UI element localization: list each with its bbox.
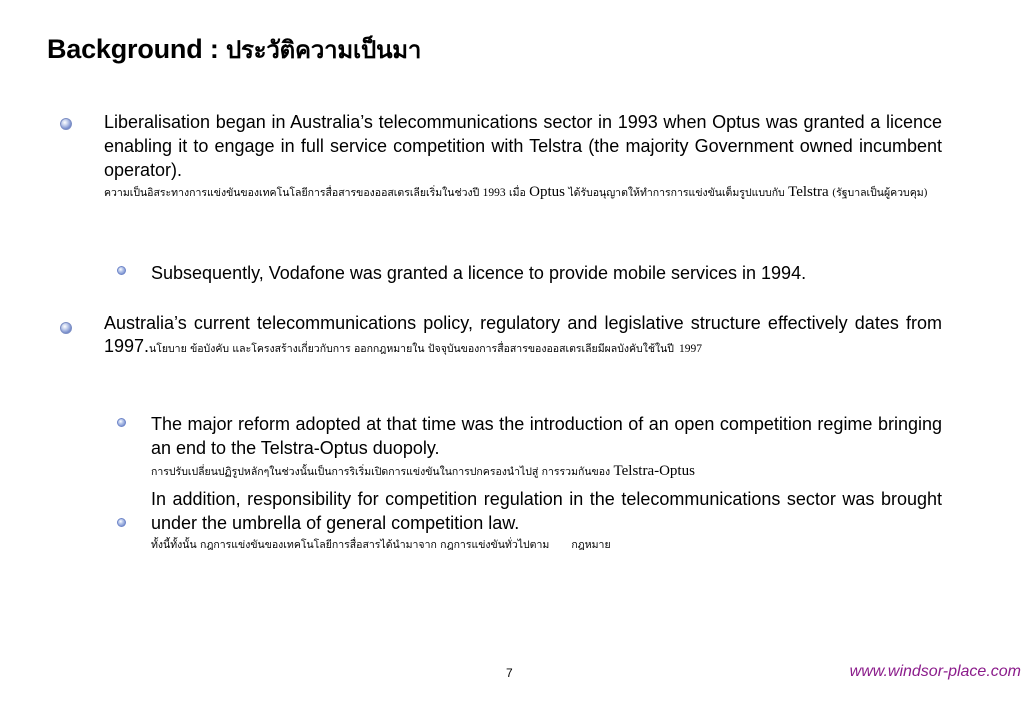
paragraph-liberalisation: [104, 110, 942, 203]
sub-bullet-icon: [117, 266, 126, 275]
paragraph-en: The major reform adopted at that time was the introduction of an open competition regime bringing an end to the Telstra-Optus duopoly.: [151, 414, 942, 458]
paragraph-th: ความเป็นอิสระทางการแข่งขันของเทคโนโลยีการสื่อสารของออสเตรเลียเริ่มในช่วงปี 1993 เมื่อ Optus ได้รับอนุญาตให้ทำการการแข่งขันเต็มรูปแบบกับ Telstra (รัฐบาลเป็นผู้ควบคุม): [104, 184, 928, 200]
paragraph-reform: [151, 412, 942, 483]
slide-title: [47, 30, 421, 69]
bullet-icon: [60, 118, 72, 130]
paragraph-en: Subsequently, Vodafone was granted a licence to provide mobile services in 1994.: [151, 263, 807, 283]
slide-title-en: Background :: [47, 34, 219, 64]
paragraph-regulation: [151, 487, 942, 555]
paragraph-th: การปรับเปลี่ยนปฏิรูปหลักๆในช่วงนั้นเป็นการริเริ่มเปิดการแข่งขันในการปกครองนำไปสู่ การรวมกันของ Telstra-Optus: [151, 463, 695, 479]
paragraph-th: ทั้งนี้ทั้งนั้น กฎการแข่งขันของเทคโนโลยีการสื่อสารได้นำมาจาก กฎการแข่งขันทั่วไปตาม กฎหมาย: [151, 539, 611, 551]
slide-title-th: ประวัติความเป็นมา: [225, 36, 422, 64]
website-link[interactable]: www.windsor-place.com: [849, 663, 1021, 680]
sub-bullet-icon: [117, 518, 126, 527]
page-number: 7: [506, 666, 513, 680]
sub-bullet-icon: [117, 418, 126, 427]
paragraph-policy: [104, 312, 942, 361]
paragraph-en: In addition, responsibility for competition regulation in the telecommunications sector was brought under the umbrella of general competition law.: [151, 489, 942, 533]
paragraph-en-th: Australia’s current telecommunications policy, regulatory and legislative structure effectively dates from 1997.นโยบาย ข้อบังคับ และโครงสร้างเกี่ยวกับการ ออกกฎหมายใน ปัจจุบันของการสื่อสารของออสเตรเลียมีผลบังคับใช้ในปี 1997: [104, 313, 942, 356]
bullet-icon: [60, 322, 72, 334]
paragraph-vodafone: [151, 261, 942, 285]
paragraph-en: Liberalisation began in Australia’s telecommunications sector in 1993 when Optus was granted a licence enabling it to engage in full service competition with Telstra (the majority Government owned incumbent operator).: [104, 112, 942, 180]
